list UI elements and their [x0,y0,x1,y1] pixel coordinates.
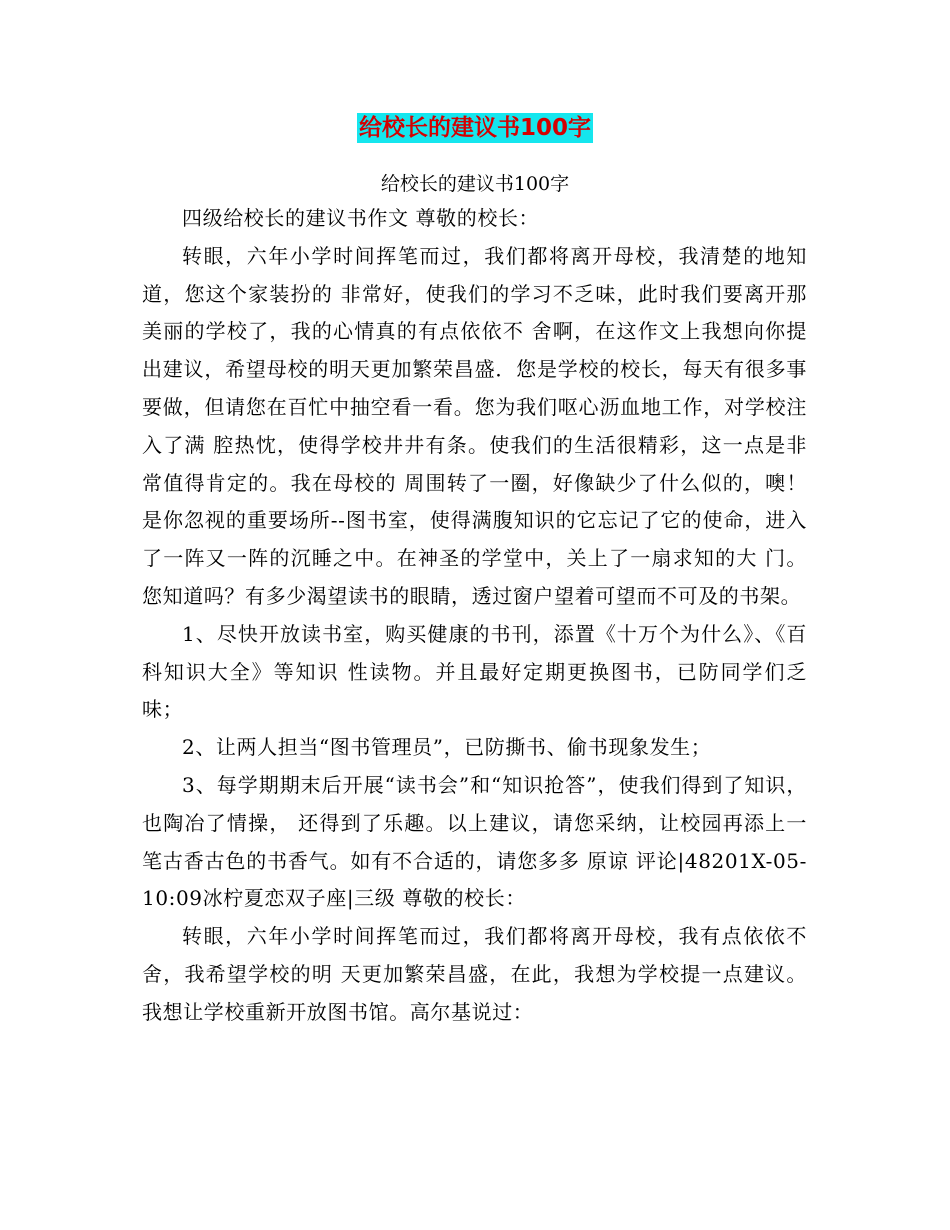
paragraph: 1、尽快开放读书室，购买健康的书刊，添置《十万个为什么》、《百科知识大全》等知识 性读物。并且最好定期更换图书，已防同学们乏味； [142,621,807,722]
document-title: 给校长的建议书100字 [358,115,591,141]
paragraph: 转眼，六年小学时间挥笔而过，我们都将离开母校，我有点依依不舍，我希望学校的明 天更加繁荣昌盛，在此，我想为学校提一点建议。我想让学校重新开放图书馆。高尔基说过： [142,924,807,1024]
title-container [0,113,950,143]
document-body [142,200,807,1032]
paragraph: 四级给校长的建议书作文 尊敬的校长： [182,206,540,230]
document-subtitle: 给校长的建议书100字 [380,173,570,195]
paragraph: 3、每学期期末后开展“读书会”和“知识抢答”，使我们得到了知识，也陶冶了情操， 还得到了乐趣。以上建议，请您采纳，让校园再添上一笔古香古色的书香气。如有不合适的，请您多多 原谅 评论|48201X-05-10:09冰柠夏恋双子座|三级 尊敬的校长： [142,772,807,911]
paragraph: 2、让两人担当“图书管理员”，已防撕书、偷书现象发生； [182,735,712,760]
paragraph: 转眼，六年小学时间挥笔而过，我们都将离开母校，我清楚的地知道，您这个家装扮的 非常好，使我们的学习不乏味，此时我们要离开那美丽的学校了，我的心情真的有点依依不 舍啊，在这作文上我想向你提出建议，希望母校的明天更加繁荣昌盛．您是学校的校长，每天有很多事要做，但请您在百忙中抽空看一看。您为我们呕心沥血地工作，对学校注入了满 腔热忱，使得学校井井有条。使我们的生活很精彩，这一点是非常值得肯定的。我在母校的 周围转了一圈，好像缺少了什么似的，噢！是你忽视的重要场所--图书室，使得满腹知识的它忘记了它的使命，进入了一阵又一阵的沉睡之中。在神圣的学堂中，关上了一扇求知的大 门。您知道吗？有多少渴望读书的眼睛，透过窗户望着可望而不可及的书架。 [142,243,807,608]
